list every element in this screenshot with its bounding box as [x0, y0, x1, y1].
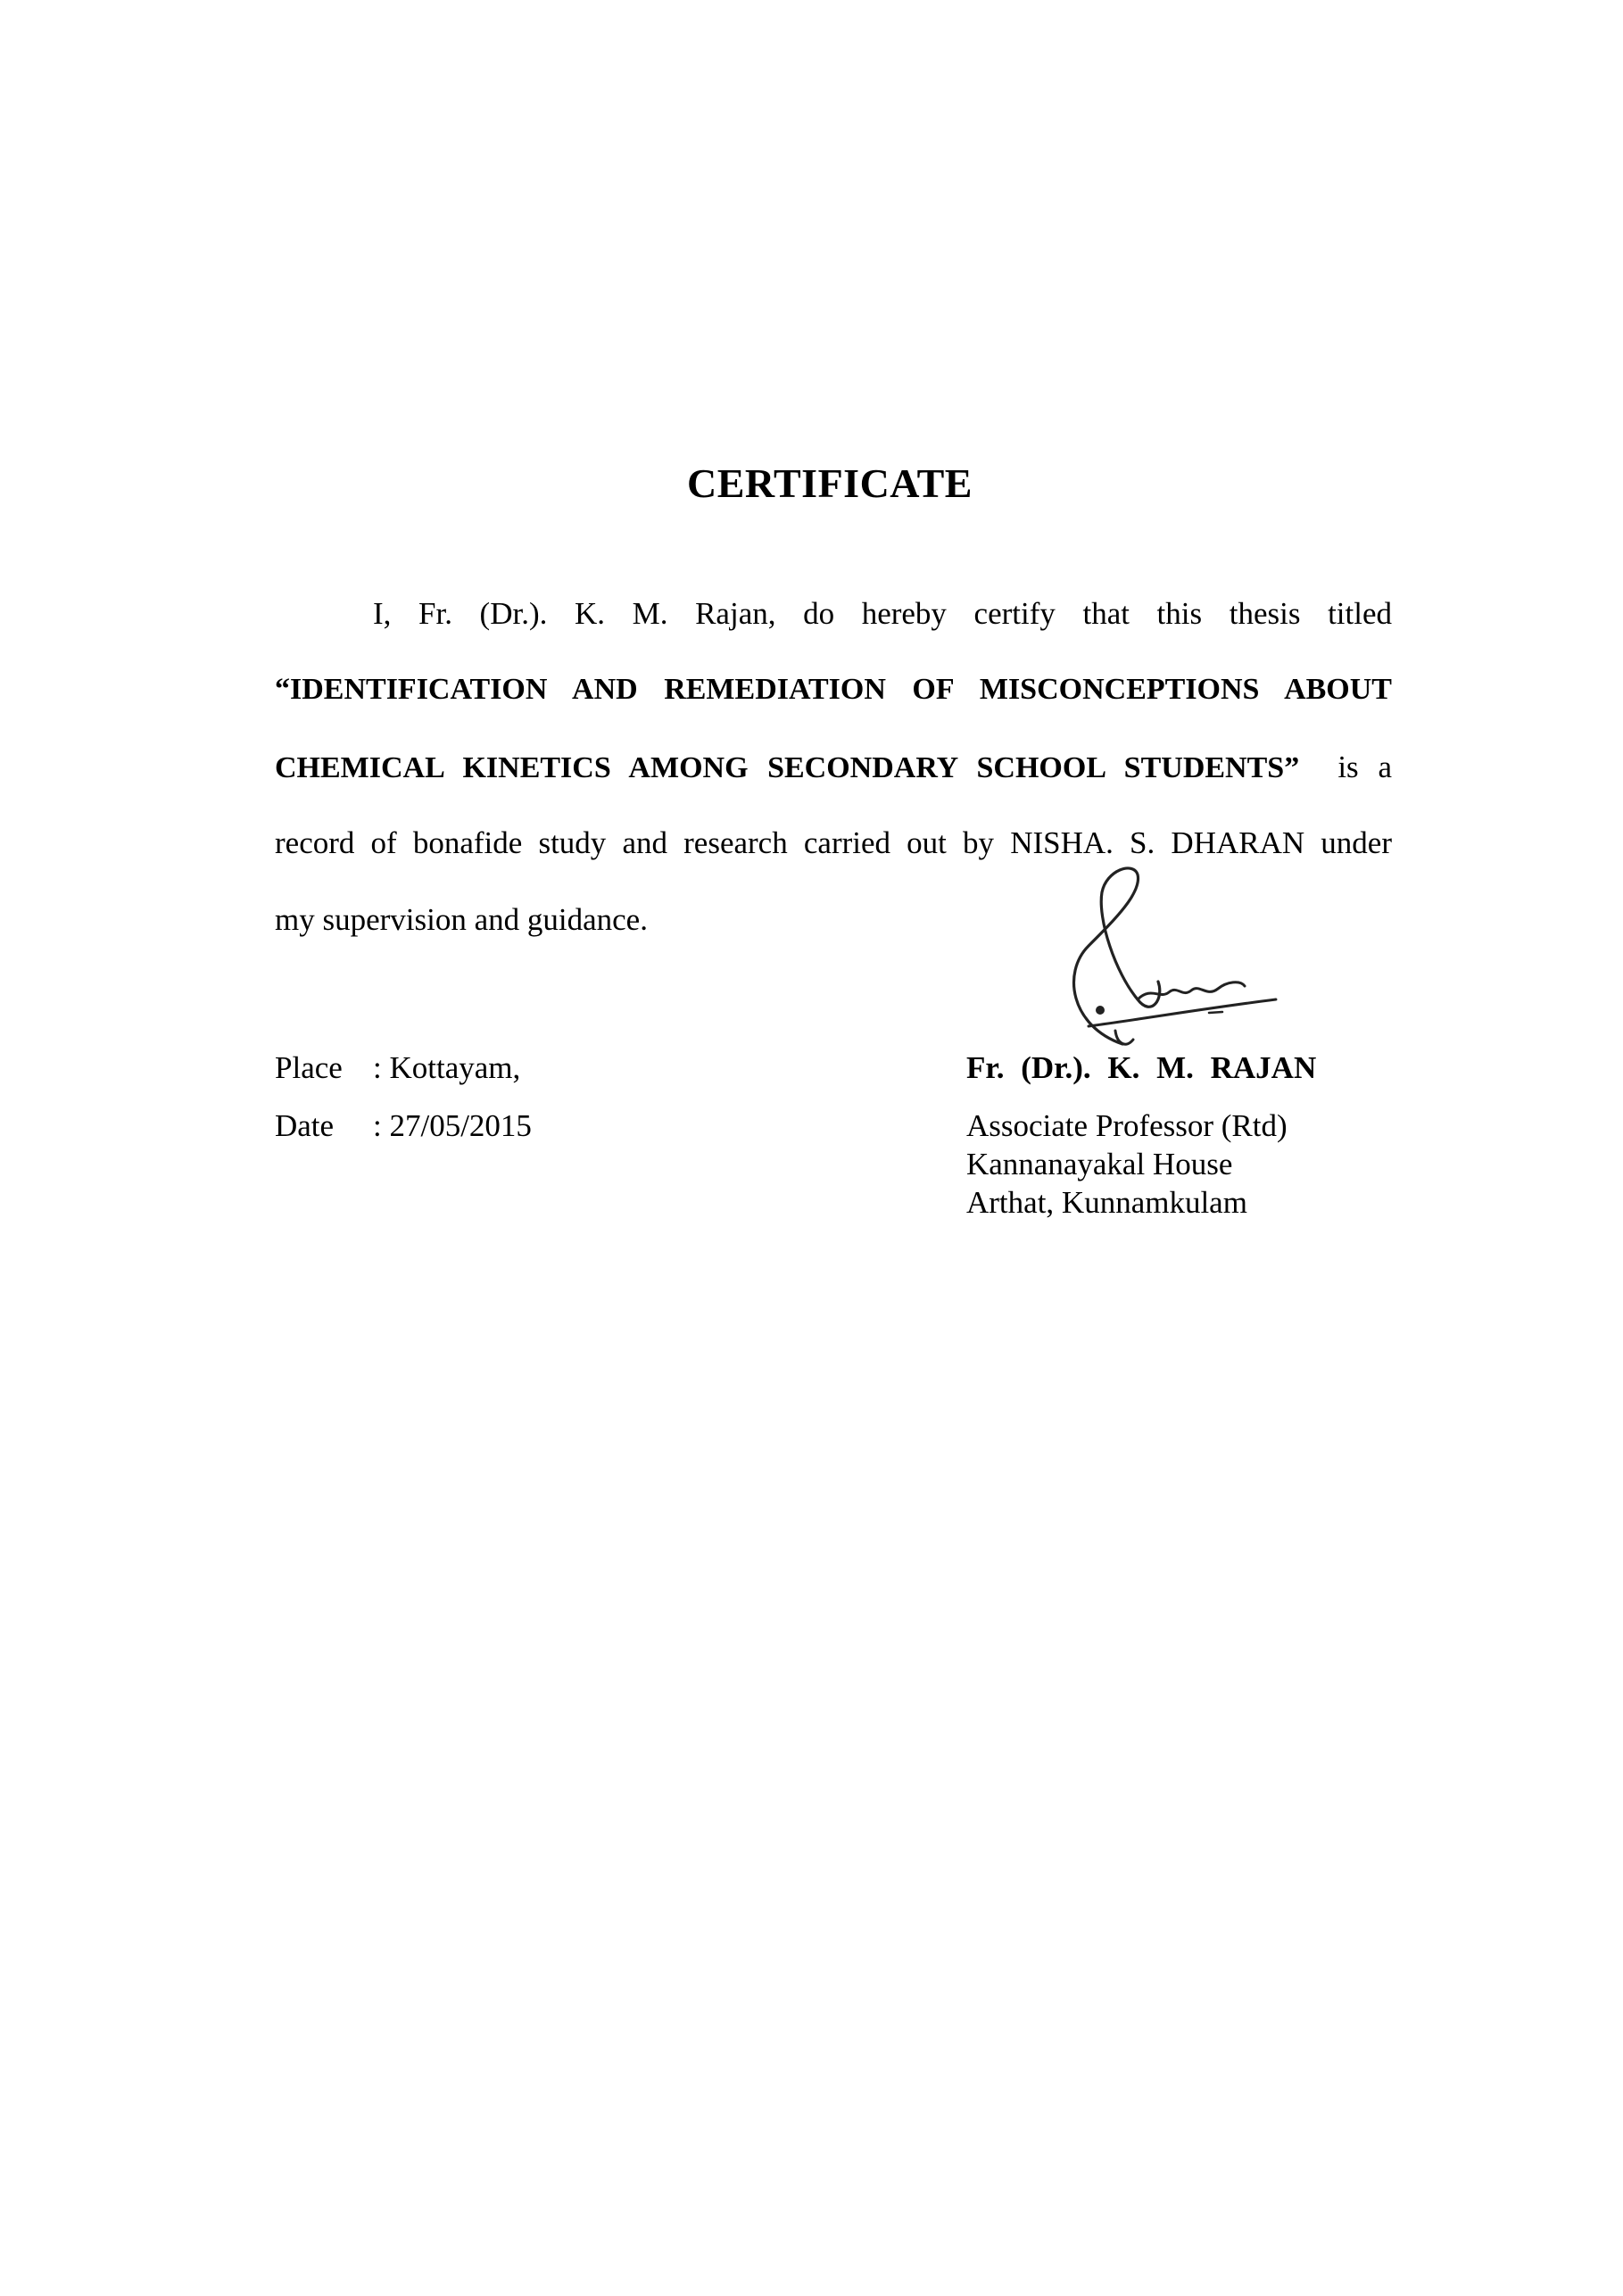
certificate-body-text: is a: [1337, 750, 1392, 784]
place-label: Place: [275, 1050, 343, 1085]
thesis-title-line-1: “IDENTIFICATION AND REMEDIATION OF MISCONCEPTIONS ABOUT: [275, 673, 1392, 706]
certificate-body-line-1: I, Fr. (Dr.). K. M. Rajan, do hereby certify that this thesis titled: [373, 596, 1392, 631]
signatory-address-line-1: Kannanayakal House: [966, 1147, 1233, 1181]
signatory-designation: Associate Professor (Rtd): [966, 1108, 1288, 1143]
date-value: : 27/05/2015: [373, 1108, 532, 1143]
signatory-name: Fr. (Dr.). K. M. RAJAN: [966, 1050, 1317, 1085]
date-label: Date: [275, 1108, 335, 1143]
place-row: [275, 1050, 520, 1086]
signatory-address-line-2: Arthat, Kunnamkulam: [966, 1185, 1247, 1220]
thesis-title-line-2: [275, 750, 1392, 785]
certificate-body-line-5: my supervision and guidance.: [275, 902, 648, 937]
page-title: CERTIFICATE: [687, 460, 973, 506]
certificate-body-line-4: record of bonafide study and research carried out by NISHA. S. DHARAN under: [275, 825, 1392, 860]
place-value: : Kottayam,: [373, 1050, 521, 1085]
thesis-title-text: CHEMICAL KINETICS AMONG SECONDARY SCHOOL STUDENTS”: [275, 751, 1300, 784]
signature-image: [1053, 866, 1285, 1053]
date-row: [275, 1108, 532, 1144]
